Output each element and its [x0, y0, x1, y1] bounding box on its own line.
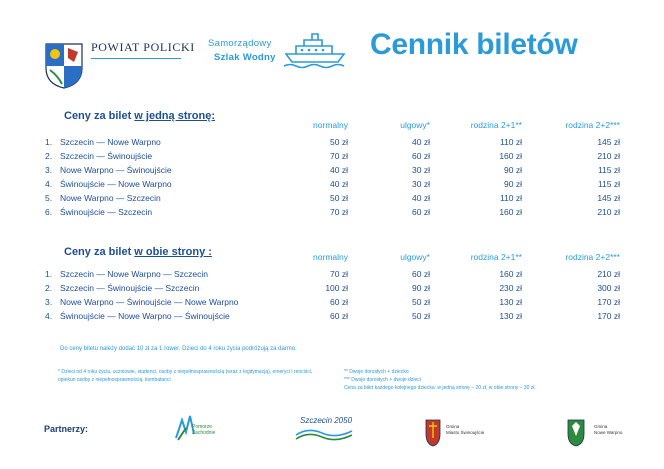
- price-rodzina-2-1: 90 zł: [504, 165, 522, 175]
- price-normalny: 60 zł: [330, 311, 348, 321]
- one-way-section-title: [64, 110, 215, 122]
- row-number: 6.: [45, 207, 53, 217]
- price-ulgowy: 50 zł: [412, 297, 430, 307]
- price-normalny: 100 zł: [325, 283, 348, 293]
- row-number: 1.: [45, 137, 53, 147]
- row-number: 1.: [45, 269, 53, 279]
- price-normalny: 40 zł: [330, 165, 348, 175]
- col-header-rodzina-2-2: rodzina 2+2***: [565, 252, 620, 262]
- price-rodzina-2-2: 210 zł: [597, 269, 620, 279]
- price-ulgowy: 40 zł: [412, 193, 430, 203]
- price-normalny: 50 zł: [330, 193, 348, 203]
- price-ulgowy: 60 zł: [412, 207, 430, 217]
- szlak-label-line1: Samorządowy: [208, 38, 272, 49]
- route: Świnoujście — Nowe Warpno — Świnoujście: [60, 311, 230, 321]
- route: Szczecin — Nowe Warpno — Szczecin: [60, 269, 209, 279]
- price-rodzina-2-1: 230 zł: [499, 283, 522, 293]
- route: Nowe Warpno — Świnoujście: [60, 165, 172, 175]
- price-ulgowy: 40 zł: [412, 137, 430, 147]
- gmina-swinoujscie-text: Gmina Miasto Świnoujście: [446, 424, 485, 435]
- szlak-label-line2: Szlak Wodny: [214, 52, 276, 63]
- footnotes-family: [344, 368, 624, 392]
- row-number: 2.: [45, 283, 53, 293]
- col-header-rodzina-2-2: rodzina 2+2***: [565, 120, 620, 130]
- one-way-title-prefix: Ceny za bilet: [64, 110, 135, 122]
- price-ulgowy: 30 zł: [412, 165, 430, 175]
- row-number: 3.: [45, 165, 53, 175]
- price-rodzina-2-2: 210 zł: [597, 151, 620, 161]
- price-rodzina-2-2: 145 zł: [597, 193, 620, 203]
- footnote-2-2: *** Dwoje dorosłych + dwoje dzieci: [344, 377, 421, 383]
- return-title-underlined: w obie strony :: [134, 246, 212, 258]
- route: Szczecin — Świnoujście — Szczecin: [60, 283, 200, 293]
- price-normalny: 60 zł: [330, 297, 348, 307]
- partners-label: Partnerzy:: [44, 424, 89, 434]
- route: Szczecin — Nowe Warpno: [60, 137, 161, 147]
- powiat-name: POWIAT POLICKI: [91, 40, 195, 54]
- return-section-title: [64, 246, 212, 258]
- table-row: [0, 283, 664, 297]
- price-ulgowy: 60 zł: [412, 269, 430, 279]
- price-rodzina-2-2: 115 zł: [597, 165, 620, 175]
- one-way-title-underlined: w jedną stronę:: [134, 110, 215, 122]
- table-row: [0, 165, 664, 179]
- route: Nowe Warpno — Świnoujście — Nowe Warpno: [60, 297, 239, 307]
- col-header-rodzina-2-1: rodzina 2+1**: [470, 252, 522, 262]
- col-header-normalny: normalny: [313, 252, 348, 262]
- table-row: [0, 137, 664, 151]
- price-rodzina-2-1: 130 zł: [499, 311, 522, 321]
- page-title: Cennik biletów: [370, 28, 578, 61]
- route: Świnoujście — Nowe Warpno: [60, 179, 172, 189]
- row-number: 4.: [45, 311, 53, 321]
- price-normalny: 70 zł: [330, 269, 348, 279]
- price-rodzina-2-1: 110 zł: [499, 137, 522, 147]
- bike-note: Do ceny biletu należy dodać 10 zł za 1 rower. Dzieci do 4 roku życia podróżują za darmo.: [60, 346, 297, 352]
- col-header-normalny: normalny: [313, 120, 348, 130]
- row-number: 2.: [45, 151, 53, 161]
- price-rodzina-2-2: 170 zł: [597, 311, 620, 321]
- szczecin-2050-text: Szczecin 2050: [300, 416, 353, 425]
- route: Świnoujście — Szczecin: [60, 207, 153, 217]
- table-row: [0, 179, 664, 193]
- footnote-ulgowy: * Dzieci od 4 roku życia, uczniowie, studenci, osoby z niepełnosprawnością (wraz z legitymacją), emeryci i renciści, opiekun osoby z niepełnosprawnością, kombatanci: [58, 369, 313, 383]
- price-ulgowy: 60 zł: [412, 151, 430, 161]
- price-normalny: 70 zł: [330, 207, 348, 217]
- col-header-rodzina-2-1: rodzina 2+1**: [470, 120, 522, 130]
- price-rodzina-2-1: 160 zł: [499, 151, 522, 161]
- footnote-extra-child: Cena za bilet każdego kolejnego dziecka: w jedną stronę – 20 zł, w obie strony – 30 zł.: [344, 385, 536, 391]
- price-rodzina-2-2: 210 zł: [597, 207, 620, 217]
- price-rodzina-2-1: 110 zł: [499, 193, 522, 203]
- price-rodzina-2-2: 115 zł: [597, 179, 620, 189]
- table-row: [0, 151, 664, 165]
- price-ulgowy: 90 zł: [412, 283, 430, 293]
- gmina-nowe-warpno-text: Gmina Nowe Warpno: [594, 424, 623, 435]
- ship-icon: [282, 30, 352, 70]
- header: [0, 0, 664, 100]
- price-ulgowy: 30 zł: [412, 179, 430, 189]
- table-row: [0, 297, 664, 311]
- table-row: [0, 193, 664, 207]
- return-title-prefix: Ceny za bilet: [64, 246, 135, 258]
- price-ulgowy: 50 zł: [412, 311, 430, 321]
- row-number: 5.: [45, 193, 53, 203]
- price-rodzina-2-1: 130 zł: [499, 297, 522, 307]
- table-row: [0, 207, 664, 221]
- route: Nowe Warpno — Szczecin: [60, 193, 161, 203]
- divider: [91, 58, 181, 59]
- price-normalny: 50 zł: [330, 137, 348, 147]
- row-number: 3.: [45, 297, 53, 307]
- price-rodzina-2-1: 160 zł: [499, 207, 522, 217]
- price-normalny: 40 zł: [330, 179, 348, 189]
- route: Szczecin — Świnoujście: [60, 151, 153, 161]
- price-rodzina-2-1: 90 zł: [504, 179, 522, 189]
- row-number: 4.: [45, 179, 53, 189]
- price-normalny: 70 zł: [330, 151, 348, 161]
- pomorze-zachodnie-text: Pomorze Zachodnie: [192, 424, 216, 436]
- col-header-ulgowy: ulgowy*: [400, 120, 430, 130]
- table-row: [0, 311, 664, 325]
- table-row: [0, 269, 664, 283]
- col-header-ulgowy: ulgowy*: [400, 252, 430, 262]
- price-rodzina-2-1: 160 zł: [499, 269, 522, 279]
- price-rodzina-2-2: 145 zł: [597, 137, 620, 147]
- footnote-2-1: ** Dwoje dorosłych + dziecko: [344, 369, 409, 375]
- price-rodzina-2-2: 170 zł: [597, 297, 620, 307]
- price-rodzina-2-2: 300 zł: [597, 283, 620, 293]
- powiat-coat-of-arms-icon: [44, 42, 84, 90]
